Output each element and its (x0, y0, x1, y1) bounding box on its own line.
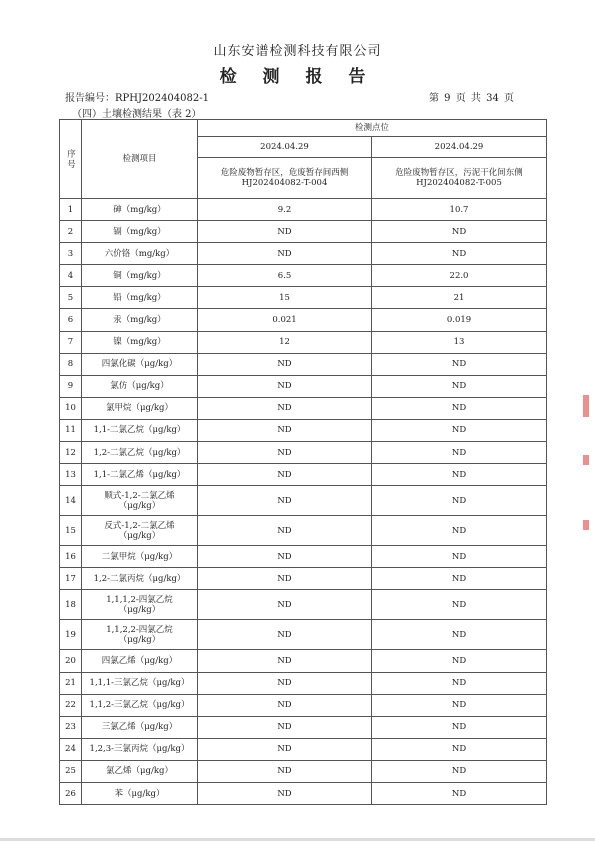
row-value-point-2: ND (372, 590, 547, 620)
row-value-point-2: 22.0 (372, 265, 547, 287)
row-value-point-2: ND (372, 397, 547, 419)
col-header-item: 检测项目 (82, 120, 198, 199)
row-number: 23 (60, 716, 82, 738)
table-row (60, 590, 547, 620)
row-item-name: 1,1,2,2-四氯乙烷 (106, 624, 173, 635)
row-value-point-1: ND (198, 650, 372, 672)
row-value-point-1: ND (198, 694, 372, 716)
row-value-point-1: ND (198, 419, 372, 441)
table-row (60, 782, 547, 804)
row-item: 1,2-二氯乙烷（μg/kg） (82, 442, 198, 464)
row-number: 24 (60, 738, 82, 760)
table-row (60, 309, 547, 331)
row-value-point-2: ND (372, 221, 547, 243)
row-value-point-2: ND (372, 353, 547, 375)
table-body (60, 199, 547, 805)
point-2-location (372, 158, 547, 199)
row-number: 12 (60, 442, 82, 464)
row-item (82, 486, 198, 516)
row-item: 氯甲烷（μg/kg） (82, 397, 198, 419)
row-value-point-1: ND (198, 716, 372, 738)
row-number: 18 (60, 590, 82, 620)
row-value-point-2: ND (372, 486, 547, 516)
table-row (60, 650, 547, 672)
row-value-point-2: ND (372, 568, 547, 590)
row-item-unit: （μg/kg） (118, 604, 161, 615)
table-row (60, 397, 547, 419)
table-row (60, 353, 547, 375)
row-value-point-1: ND (198, 353, 372, 375)
col-header-points: 检测点位 (198, 120, 547, 137)
seal-stamp-edge (583, 395, 589, 417)
seal-stamp-edge (583, 455, 589, 465)
row-value-point-2: ND (372, 694, 547, 716)
table-row (60, 243, 547, 265)
row-number: 1 (60, 199, 82, 221)
row-item: 氯仿（μg/kg） (82, 375, 198, 397)
table-row (60, 287, 547, 309)
row-item: 四氯乙烯（μg/kg） (82, 650, 198, 672)
report-number-label: 报告编号： (65, 93, 115, 104)
row-item (82, 590, 198, 620)
row-number: 13 (60, 464, 82, 486)
table-row (60, 419, 547, 441)
row-value-point-1: ND (198, 221, 372, 243)
table-row (60, 760, 547, 782)
row-item-unit: （μg/kg） (118, 634, 161, 645)
row-value-point-1: ND (198, 546, 372, 568)
row-item: 铅（mg/kg） (82, 287, 198, 309)
row-number: 22 (60, 694, 82, 716)
row-item (82, 516, 198, 546)
row-value-point-1: ND (198, 760, 372, 782)
row-item: 镉（mg/kg） (82, 221, 198, 243)
row-value-point-2: ND (372, 419, 547, 441)
row-item: 氯乙烯（μg/kg） (82, 760, 198, 782)
row-value-point-2: ND (372, 672, 547, 694)
row-item (82, 620, 198, 650)
row-value-point-2: ND (372, 760, 547, 782)
row-value-point-2: ND (372, 546, 547, 568)
row-number: 16 (60, 546, 82, 568)
row-value-point-2: ND (372, 243, 547, 265)
row-number: 5 (60, 287, 82, 309)
row-number: 14 (60, 486, 82, 516)
table-row (60, 516, 547, 546)
company-name: 山东安谱检测科技有限公司 (213, 44, 382, 59)
row-value-point-1: ND (198, 782, 372, 804)
row-value-point-2: ND (372, 650, 547, 672)
row-number: 2 (60, 221, 82, 243)
table-row (60, 568, 547, 590)
row-value-point-1: 6.5 (198, 265, 372, 287)
report-title: 检 测 报 告 (219, 67, 376, 87)
row-value-point-2: ND (372, 782, 547, 804)
row-value-point-2: 21 (372, 287, 547, 309)
table-row (60, 546, 547, 568)
point-2-location-text: 危险废物暂存区，污泥干化间东侧 (395, 168, 523, 178)
row-item: 镍（mg/kg） (82, 331, 198, 353)
row-number: 7 (60, 331, 82, 353)
row-value-point-1: ND (198, 516, 372, 546)
row-value-point-1: ND (198, 568, 372, 590)
page-info: 第 9 页 共 34 页 (429, 93, 514, 104)
row-value-point-2: ND (372, 516, 547, 546)
row-item: 汞（mg/kg） (82, 309, 198, 331)
row-item: 铜（mg/kg） (82, 265, 198, 287)
row-item: 三氯乙烯（μg/kg） (82, 716, 198, 738)
row-item: 苯（μg/kg） (82, 782, 198, 804)
row-value-point-2: 10.7 (372, 199, 547, 221)
table-row (60, 265, 547, 287)
row-number: 3 (60, 243, 82, 265)
table-row (60, 464, 547, 486)
row-value-point-1: ND (198, 672, 372, 694)
row-item: 1,1,1-三氯乙烷（μg/kg） (82, 672, 198, 694)
table-row (60, 620, 547, 650)
row-number: 10 (60, 397, 82, 419)
row-item: 砷（mg/kg） (82, 199, 198, 221)
row-value-point-2: ND (372, 442, 547, 464)
row-item: 1,1-二氯乙烷（μg/kg） (82, 419, 198, 441)
row-number: 11 (60, 419, 82, 441)
row-item: 1,1,2-三氯乙烷（μg/kg） (82, 694, 198, 716)
point-1-date: 2024.04.29 (198, 137, 372, 158)
table-row (60, 694, 547, 716)
point-1-sample-id: HJ202404082-T-004 (241, 178, 328, 188)
row-number: 17 (60, 568, 82, 590)
row-number: 4 (60, 265, 82, 287)
row-item-name: 反式-1,2-二氯乙烯 (104, 520, 175, 531)
row-number: 15 (60, 516, 82, 546)
table-row (60, 199, 547, 221)
row-value-point-2: ND (372, 716, 547, 738)
row-value-point-1: ND (198, 243, 372, 265)
row-value-point-2: 0.019 (372, 309, 547, 331)
row-item: 六价铬（mg/kg） (82, 243, 198, 265)
row-number: 6 (60, 309, 82, 331)
row-value-point-1: ND (198, 486, 372, 516)
row-value-point-1: ND (198, 464, 372, 486)
table-row (60, 716, 547, 738)
table-row (60, 486, 547, 516)
row-item: 1,1-二氯乙烯（μg/kg） (82, 464, 198, 486)
row-number: 9 (60, 375, 82, 397)
point-1-location-text: 危险废物暂存区，危废暂存间西侧 (220, 168, 349, 178)
table-row (60, 375, 547, 397)
col-header-seq: 序号 (60, 120, 82, 199)
row-number: 21 (60, 672, 82, 694)
row-value-point-1: ND (198, 738, 372, 760)
row-item: 1,2-二氯丙烷（μg/kg） (82, 568, 198, 590)
row-value-point-1: 15 (198, 287, 372, 309)
row-value-point-1: 9.2 (198, 199, 372, 221)
row-item-name: 顺式-1,2-二氯乙烯 (104, 490, 175, 501)
page-bottom-shadow (0, 838, 595, 841)
row-item: 四氯化碳（μg/kg） (82, 353, 198, 375)
row-value-point-2: ND (372, 375, 547, 397)
row-number: 26 (60, 782, 82, 804)
point-2-sample-id: HJ202404082-T-005 (416, 178, 502, 188)
report-number (65, 89, 209, 104)
results-table (59, 119, 547, 805)
table-row (60, 738, 547, 760)
row-item: 二氯甲烷（μg/kg） (82, 546, 198, 568)
row-value-point-1: 12 (198, 331, 372, 353)
header-row-points (60, 120, 547, 137)
row-value-point-2: ND (372, 464, 547, 486)
seal-stamp-edge (583, 520, 589, 530)
row-item-name: 1,1,1,2-四氯乙烷 (106, 594, 173, 605)
row-item: 1,2,3-三氯丙烷（μg/kg） (82, 738, 198, 760)
row-value-point-1: ND (198, 397, 372, 419)
section-title: （四）土壤检测结果（表 2） (72, 109, 202, 120)
row-value-point-1: ND (198, 620, 372, 650)
point-1-location (198, 158, 372, 199)
row-value-point-1: ND (198, 590, 372, 620)
row-number: 8 (60, 353, 82, 375)
row-number: 19 (60, 620, 82, 650)
row-item-unit: （μg/kg） (118, 500, 161, 511)
row-value-point-2: 13 (372, 331, 547, 353)
table-row (60, 221, 547, 243)
row-value-point-1: ND (198, 375, 372, 397)
row-number: 20 (60, 650, 82, 672)
row-value-point-2: ND (372, 738, 547, 760)
point-2-date: 2024.04.29 (372, 137, 547, 158)
row-value-point-2: ND (372, 620, 547, 650)
row-number: 25 (60, 760, 82, 782)
report-number-value: RPHJ202404082-1 (115, 93, 209, 104)
table-row (60, 331, 547, 353)
row-item-unit: （μg/kg） (118, 530, 161, 541)
row-value-point-1: ND (198, 442, 372, 464)
table-row (60, 442, 547, 464)
table-row (60, 672, 547, 694)
row-value-point-1: 0.021 (198, 309, 372, 331)
